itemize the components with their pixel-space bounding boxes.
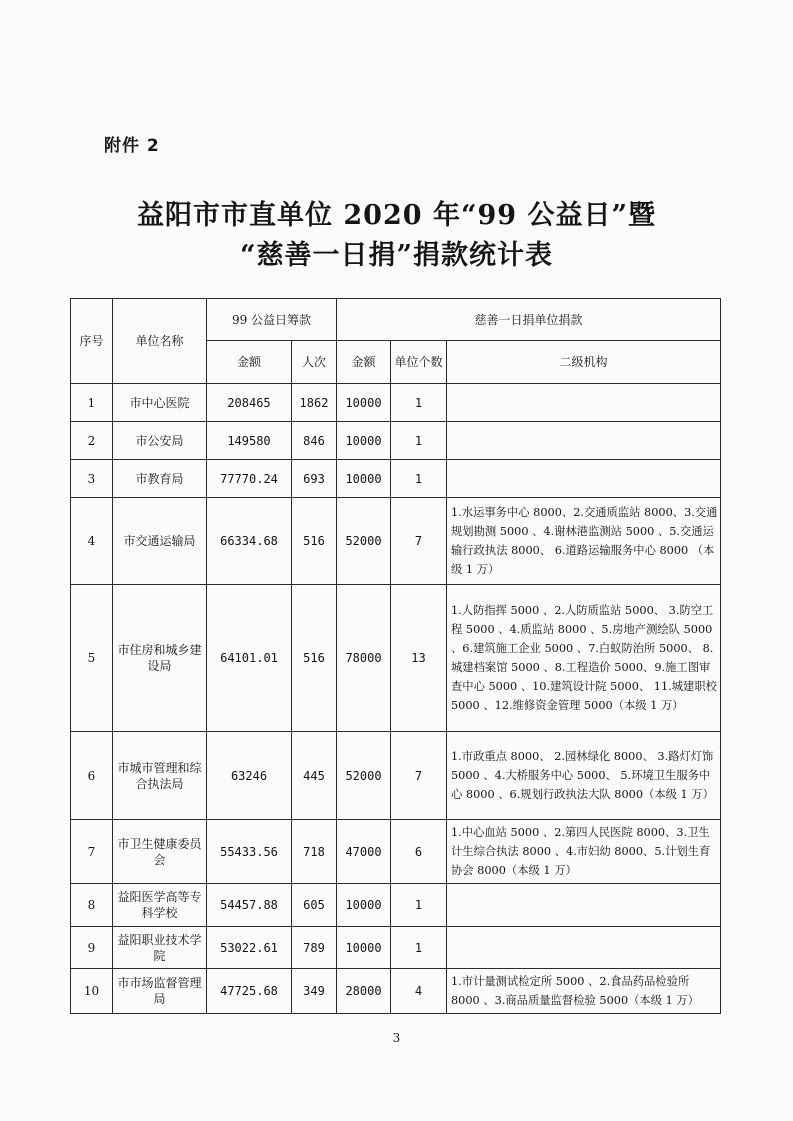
- cell-amount-charity: 10000: [337, 927, 391, 969]
- cell-sub-orgs: 1.市政重点 8000、 2.园林绿化 8000、 3.路灯灯饰 5000 、4.大桥服务中心 5000、 5.环境卫生服务中心 8000 、6.规划行政执法大队 8000（本级 1 万）: [447, 732, 721, 820]
- header-amount-charity: 金额: [337, 341, 391, 384]
- header-unit-count: 单位个数: [391, 341, 447, 384]
- header-charity-one-day: 慈善一日捐单位捐款: [337, 299, 721, 341]
- cell-unit-count: 13: [391, 585, 447, 732]
- cell-unit: 益阳医学高等专科学校: [113, 884, 207, 927]
- cell-amount-99: 64101.01: [207, 585, 292, 732]
- cell-amount-99: 47725.68: [207, 969, 292, 1014]
- cell-unit: 市中心医院: [113, 384, 207, 422]
- table-row: [71, 927, 721, 969]
- cell-unit-count: 1: [391, 927, 447, 969]
- cell-person-times: 1862: [292, 384, 337, 422]
- cell-sub-orgs: 1.水运事务中心 8000、2.交通质监站 8000、3.交通规划勘测 5000 、4.谢林港监测站 5000 、5.交通运输行政执法 8000、 6.道路运输服务中心 8000 （本级 1 万）: [447, 498, 721, 585]
- cell-person-times: 846: [292, 422, 337, 460]
- cell-amount-charity: 78000: [337, 585, 391, 732]
- cell-amount-charity: 28000: [337, 969, 391, 1014]
- cell-seq: 2: [71, 422, 113, 460]
- cell-unit: 市教育局: [113, 460, 207, 498]
- header-seq: 序号: [71, 299, 113, 384]
- cell-unit-count: 1: [391, 884, 447, 927]
- page-number: 3: [392, 1031, 401, 1045]
- cell-amount-charity: 10000: [337, 884, 391, 927]
- header-amount-99: 金额: [207, 341, 292, 384]
- cell-amount-99: 149580: [207, 422, 292, 460]
- cell-amount-charity: 52000: [337, 498, 391, 585]
- cell-amount-99: 54457.88: [207, 884, 292, 927]
- cell-person-times: 718: [292, 820, 337, 884]
- cell-unit-count: 1: [391, 460, 447, 498]
- cell-person-times: 789: [292, 927, 337, 969]
- cell-person-times: 693: [292, 460, 337, 498]
- table-row: [71, 820, 721, 884]
- cell-person-times: 516: [292, 585, 337, 732]
- table-row: [71, 884, 721, 927]
- cell-sub-orgs: [447, 927, 721, 969]
- cell-amount-charity: 10000: [337, 422, 391, 460]
- document-title-line-1: 益阳市市直单位 2020 年“99 公益日”暨: [137, 200, 656, 231]
- table-row: [71, 585, 721, 732]
- cell-sub-orgs: [447, 422, 721, 460]
- cell-unit-count: 1: [391, 422, 447, 460]
- cell-unit: 市公安局: [113, 422, 207, 460]
- cell-person-times: 349: [292, 969, 337, 1014]
- cell-amount-charity: 10000: [337, 460, 391, 498]
- cell-unit: 市市场监督管理局: [113, 969, 207, 1014]
- header-99-public-welfare-day: 99 公益日筹款: [207, 299, 337, 341]
- cell-seq: 10: [71, 969, 113, 1014]
- cell-unit: 益阳职业技术学院: [113, 927, 207, 969]
- cell-amount-99: 208465: [207, 384, 292, 422]
- cell-amount-charity: 10000: [337, 384, 391, 422]
- cell-unit-count: 6: [391, 820, 447, 884]
- table-row: [71, 498, 721, 585]
- cell-person-times: 445: [292, 732, 337, 820]
- table-row: [71, 384, 721, 422]
- cell-amount-charity: 52000: [337, 732, 391, 820]
- header-person-times: 人次: [292, 341, 337, 384]
- cell-amount-99: 55433.56: [207, 820, 292, 884]
- cell-seq: 9: [71, 927, 113, 969]
- document-title-line-2: “慈善一日捐”捐款统计表: [239, 240, 554, 271]
- cell-seq: 1: [71, 384, 113, 422]
- cell-unit: 市城市管理和综合执法局: [113, 732, 207, 820]
- table-row: [71, 460, 721, 498]
- cell-amount-99: 66334.68: [207, 498, 292, 585]
- cell-unit-count: 7: [391, 498, 447, 585]
- cell-seq: 8: [71, 884, 113, 927]
- cell-amount-99: 77770.24: [207, 460, 292, 498]
- cell-seq: 3: [71, 460, 113, 498]
- cell-sub-orgs: 1.人防指挥 5000 、2.人防质监站 5000、 3.防空工程 5000 、4.质监站 8000 、5.房地产测绘队 5000 、6.建筑施工企业 5000 、7.白蚁防治所 5000、 8.城建档案馆 5000 、8.工程造价 5000、9.施工图审查中心 5000 、10.建筑设计院 5000、 11.城建职校 5000 、12.维修资金管理 5000（本级 1 万）: [447, 585, 721, 732]
- cell-person-times: 516: [292, 498, 337, 585]
- cell-sub-orgs: [447, 884, 721, 927]
- attachment-label: 附件 2: [104, 136, 160, 156]
- cell-sub-orgs: 1.中心血站 5000 、2.第四人民医院 8000、3.卫生计生综合执法 8000 、4.市妇幼 8000、5.计划生育协会 8000（本级 1 万）: [447, 820, 721, 884]
- cell-seq: 7: [71, 820, 113, 884]
- cell-unit-count: 7: [391, 732, 447, 820]
- cell-unit: 市住房和城乡建设局: [113, 585, 207, 732]
- header-unit-name: 单位名称: [113, 299, 207, 384]
- cell-unit: 市交通运输局: [113, 498, 207, 585]
- table-row: [71, 732, 721, 820]
- cell-unit-count: 4: [391, 969, 447, 1014]
- header-sub-orgs: 二级机构: [447, 341, 721, 384]
- cell-sub-orgs: 1.市计量测试检定所 5000 、2.食品药品检验所 8000 、3.商品质量监督检验 5000（本级 1 万）: [447, 969, 721, 1014]
- cell-sub-orgs: [447, 460, 721, 498]
- cell-amount-charity: 47000: [337, 820, 391, 884]
- table-row: [71, 422, 721, 460]
- cell-unit: 市卫生健康委员会: [113, 820, 207, 884]
- cell-seq: 4: [71, 498, 113, 585]
- table-row: [71, 969, 721, 1014]
- cell-sub-orgs: [447, 384, 721, 422]
- cell-amount-99: 53022.61: [207, 927, 292, 969]
- cell-seq: 5: [71, 585, 113, 732]
- cell-person-times: 605: [292, 884, 337, 927]
- cell-seq: 6: [71, 732, 113, 820]
- cell-amount-99: 63246: [207, 732, 292, 820]
- cell-unit-count: 1: [391, 384, 447, 422]
- donation-statistics-table: [70, 298, 721, 1014]
